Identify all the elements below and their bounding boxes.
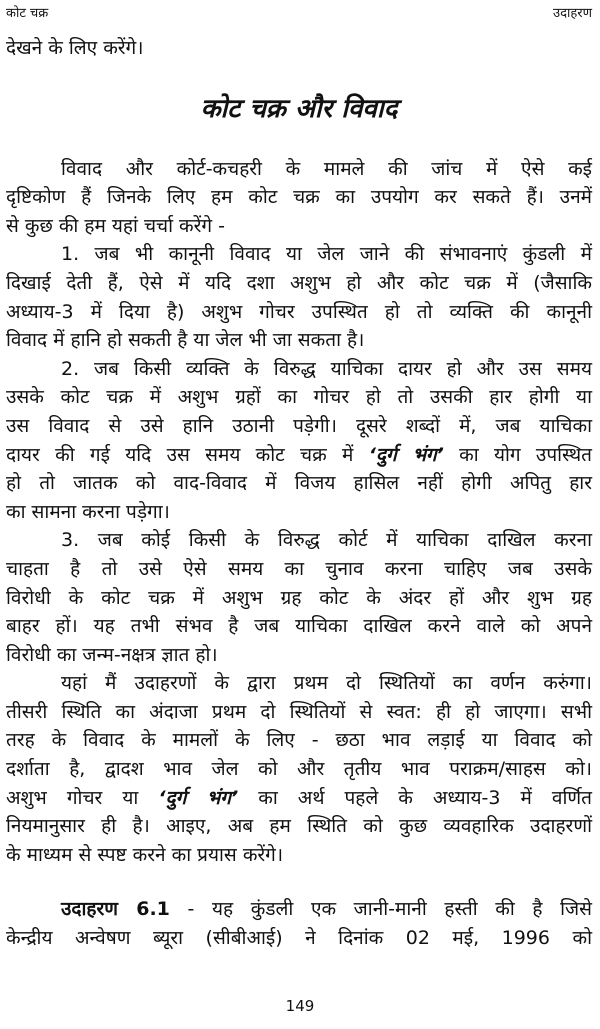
- text-segment: का सामना करना पड़ेगा।: [6, 500, 170, 523]
- text-line: [6, 269, 592, 298]
- example-line-2: केन्द्रीय अन्वेषण ब्यूरा (सीबीआई) ने दिनांक 02 मई, 1996 को: [6, 927, 592, 950]
- text-segment: हो तो जातक को वाद-विवाद में विजय हासिल नहीं होगी अपितु हार: [6, 472, 592, 495]
- text-line: [6, 155, 592, 184]
- text-segment: 1. जब भी कानूनी विवाद या जेल जाने की संभावनाएं कुंडली में: [61, 243, 592, 266]
- text-segment: दायर की गई यदि उस समय कोट चक्र में: [6, 443, 354, 466]
- text-line: [6, 240, 592, 269]
- text-line: [6, 298, 592, 327]
- text-line: [6, 212, 592, 241]
- text-line: [6, 555, 592, 584]
- text-segment: अध्याय-3 में दिया है) अशुभ गोचर उपस्थित हो तो व्यक्ति की कानूनी: [6, 300, 592, 323]
- text-line: [6, 726, 592, 755]
- running-header-right: उदाहरण: [552, 6, 592, 21]
- example-heading-line: [6, 895, 592, 924]
- page-body: [6, 34, 592, 953]
- text-segment: दिखाई देती हैं, ऐसे में यदि दशा अशुभ हो और कोट चक्र में (जैसाकि: [6, 271, 592, 294]
- text-line: [6, 498, 592, 527]
- text-segment: विरोधी के कोट चक्र में अशुभ ग्रह कोट के अंदर हों और शुभ ग्रह: [6, 586, 592, 609]
- text-line: [6, 383, 592, 412]
- emphasis-term: ‘दुर्ग भंग’: [368, 443, 444, 466]
- text-segment: 3. जब कोई किसी के विरुद्ध कोर्ट में याचिका दाखिल करना: [61, 529, 592, 552]
- text-segment: तरह के विवाद के मामलों के लिए - छठा भाव लड़ाई या विवाद को: [6, 729, 592, 752]
- emphasis-term: ‘दुर्ग भंग’: [158, 786, 239, 809]
- text-segment: बाहर हों। यह तभी संभव है जब याचिका दाखिल करने वाले को अपने: [6, 615, 592, 638]
- text-segment: विवाद और कोर्ट-कचहरी के मामले की जांच में ऐसे कई: [61, 157, 592, 180]
- text-line: [6, 441, 592, 470]
- running-header-left: कोट चक्र: [6, 6, 49, 21]
- text-line: [6, 469, 592, 498]
- section-title: कोट चक्र और विवाद: [200, 93, 398, 124]
- text-segment: का अर्थ पहले के अध्याय-3 में वर्णित: [258, 786, 592, 809]
- text-line: [6, 355, 592, 384]
- text-line: [6, 669, 592, 698]
- text-line: [6, 584, 592, 613]
- text-line: [6, 784, 592, 813]
- text-line: [6, 612, 592, 641]
- page-number: 149: [285, 997, 315, 1015]
- body-text: [6, 155, 592, 870]
- text-segment: विवाद में हानि हो सकती है या जेल भी जा सकता है।: [6, 329, 365, 352]
- text-segment: उस विवाद से उसे हानि उठानी पड़ेगी। दूसरे शब्दों में, जब याचिका: [6, 414, 592, 437]
- text-segment: नियमानुसार ही है। आइए, अब हम स्थिति को कुछ व्यवहारिक उदाहरणों: [6, 815, 592, 838]
- text-segment: के माध्यम से स्पष्ट करने का प्रयास करेंगे।: [6, 843, 284, 866]
- text-line: [6, 755, 592, 784]
- text-segment: चाहता है तो उसे ऐसे समय का चुनाव करना चाहिए जब उसके: [6, 557, 592, 580]
- text-line: [6, 812, 592, 841]
- text-line: [6, 841, 592, 870]
- text-segment: 2. जब किसी व्यक्ति के विरुद्ध याचिका दायर हो और उस समय: [61, 357, 592, 380]
- text-segment: अशुभ गोचर या: [6, 786, 139, 809]
- example-text: - यह कुंडली एक जानी-मानी हस्ती की है जिसे: [187, 898, 592, 921]
- text-line: [6, 412, 592, 441]
- text-line: [6, 183, 592, 212]
- text-segment: विरोधी का जन्म-नक्षत्र ज्ञात हो।: [6, 643, 218, 666]
- text-segment: का योग उपस्थित: [459, 443, 593, 466]
- text-segment: दृष्टिकोण हैं जिनके लिए हम कोट चक्र का उपयोग कर सकते हैं। उनमें: [6, 186, 592, 209]
- text-segment: से कुछ की हम यहां चर्चा करेंगे -: [6, 214, 225, 237]
- text-line: [6, 526, 592, 555]
- text-line: [6, 698, 592, 727]
- text-segment: उसके कोट चक्र में अशुभ ग्रहों का गोचर हो तो उसकी हार होगी या: [6, 386, 592, 409]
- example-label: उदाहरण 6.1: [61, 898, 170, 921]
- text-segment: यहां मैं उदाहरणों के द्वारा प्रथम दो स्थितियों का वर्णन करुंगा।: [61, 672, 592, 695]
- text-segment: तीसरी स्थिति का अंदाजा प्रथम दो स्थितियों से स्वत: ही हो जाएगा। सभी: [6, 700, 592, 723]
- intro-line: देखने के लिए करेंगे।: [6, 37, 144, 59]
- text-segment: दर्शाता है, द्वादश भाव जेल को और तृतीय भाव पराक्रम/साहस को।: [6, 758, 592, 781]
- text-line: [6, 641, 592, 670]
- text-line: [6, 326, 592, 355]
